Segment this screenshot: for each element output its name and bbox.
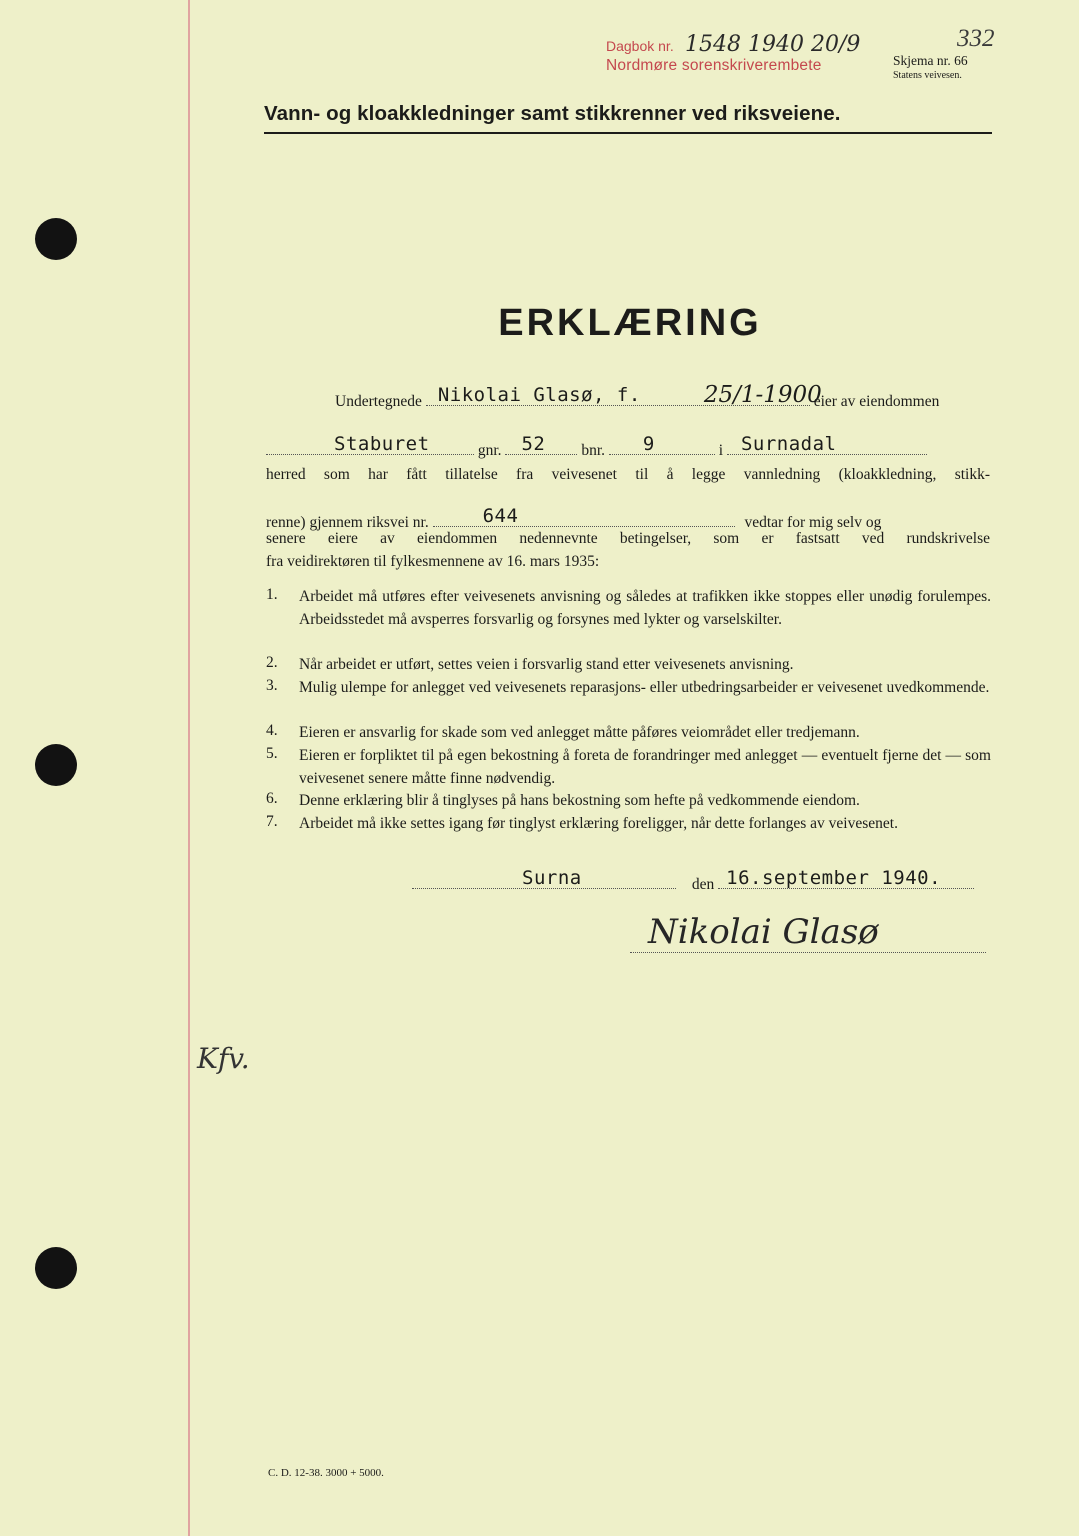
signature: Nikolai Glasø: [648, 912, 879, 952]
property-field: [266, 433, 474, 455]
handwritten-initials: Kfv.: [197, 1042, 250, 1075]
bnr-label: bnr.: [581, 442, 605, 459]
paragraph-line-4: fra veidirektøren til fylkesmennene av 16. mars 1935:: [266, 553, 600, 570]
place-value: Surna: [522, 867, 582, 889]
document-heading: ERKLÆRING: [498, 302, 762, 344]
field-line-property: [266, 433, 927, 460]
punch-hole-middle: [35, 744, 77, 786]
signature-line: [630, 952, 986, 953]
document-page: Dagbok nr. 1548 1940 20/9 Nordmøre sorenskriverembete Skjema nr. 66 Statens veivesen. 332 Vann- og kloakkledninger samt stikkrenner ved riksveiene. ERKLÆRING Undertegnede Nikolai Glasø, f. 25/1-1900 eier av eiendommen Staburet gnr. 52 bnr. 9 i Surnadal herred som har fått tillatelse fra veivesenet til å legge vannledning (kloakkledning, stikk- renne) gjennem riksvei nr. 644 vedtar for mig selv og senere eiere av eiendommen nedennevnte betingelser, som er fastsatt ved rundskrivelse fra veidirektøren til fylkesmennene av 16. mars 1935: 1. Arbeidet må utføres efter veivesenets anvisning og således at trafikken ikke stoppes eller unødig forulempes. Arbeidsstedet må avsperres forsvarlig og forsynes med lykter og varselskilter. 2. Når arbeidet er utført, settes veien i forsvarlig stand etter veivesenets anvisning. 3. Mulig ulempe for anlegget ved veivesenets reparasjons- eller utbedringsarbeider er veivesenet uvedkommende. 4. Eieren er ansvarlig for skade som ved anlegget måtte påføres veiområdet eller tredjemann. 5. Eieren er forpliktet til på egen bekostning å foreta de forandringer med anlegget — eventuelt fjerne det — som veivesenet senere måtte finne nødvendig. 6. Denne erklæring blir å tinglyses på hans bekostning som hefte på vedkommende eiendom. 7. Arbeidet må ikke settes igang før tinglyst erklæring foreligger, når dette forlanges av veivesenet. Surna den 16.september 1940. Nikolai Glasø Kfv. C. D. 12-38. 3000 + 5000.: [0, 0, 1079, 1536]
gnr-field: [505, 433, 577, 455]
i-label: i: [718, 442, 724, 459]
date-value: 16.september 1940.: [726, 867, 942, 889]
vedtar-label: vedtar for mig selv og: [744, 514, 882, 531]
property-name: Staburet: [334, 433, 430, 455]
form-title: Vann- og kloakkledninger samt stikkrenner ved riksveiene.: [264, 102, 841, 125]
paragraph-line-3: senere eiere av eiendommen nedennevnte betingelser, som er fastsatt ved rundskrivelse: [266, 530, 990, 547]
title-underline: [264, 132, 992, 134]
bnr-value: 9: [642, 433, 655, 455]
municipality-field: [727, 433, 927, 455]
place-date-line: [412, 867, 974, 894]
riksvei-label: renne) gjennem riksvei nr.: [266, 514, 429, 531]
schema-number: Skjema nr. 66: [893, 53, 968, 68]
gnr-label: gnr.: [477, 442, 502, 459]
punch-hole-top: [35, 218, 77, 260]
print-footer: C. D. 12-38. 3000 + 5000.: [268, 1467, 384, 1479]
undertegnede-label: Undertegnede: [335, 393, 422, 410]
road-number: 644: [482, 505, 519, 527]
court-stamp: Nordmøre sorenskriverembete: [606, 57, 822, 74]
field-line-road: [266, 505, 882, 532]
bnr-field: [609, 433, 715, 455]
place-field: [412, 867, 676, 889]
road-field: [433, 505, 735, 527]
gnr-value: 52: [521, 433, 546, 455]
eier-label: eier av eiendommen: [813, 393, 940, 410]
page-number: 332: [957, 25, 995, 52]
paragraph-line-1: herred som har fått tillatelse fra veivesenet til å legge vannledning (kloakkledning, stikk-: [266, 466, 990, 483]
field-line-owner: [335, 382, 940, 411]
owner-field: [426, 382, 822, 408]
diary-stamp-number: 1548 1940 20/9: [685, 32, 861, 57]
municipality-value: Surnadal: [740, 433, 837, 455]
punch-hole-bottom: [35, 1247, 77, 1289]
diary-stamp-label: Dagbok nr.: [606, 38, 674, 54]
owner-birth-date: 25/1-1900: [703, 382, 822, 408]
form-issuer: Statens veivesen.: [893, 70, 962, 81]
den-label: den: [691, 876, 715, 893]
date-field: [718, 867, 974, 889]
margin-line: [188, 0, 190, 1536]
owner-name: Nikolai Glasø, f.: [437, 384, 641, 406]
